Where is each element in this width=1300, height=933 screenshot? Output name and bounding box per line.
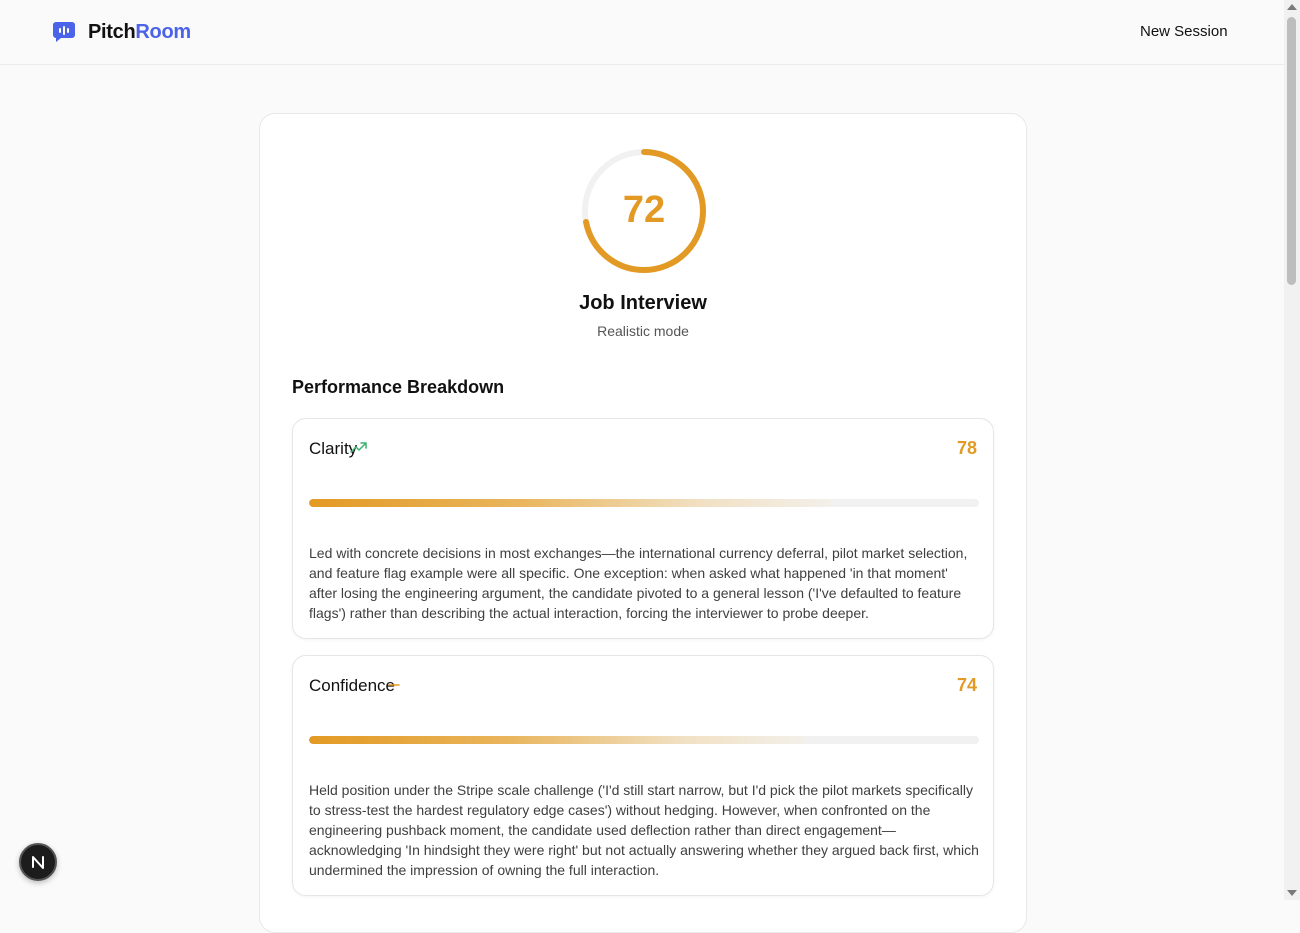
metric-name: Confidence (309, 676, 396, 695)
brand-name-part2: Room (135, 21, 191, 43)
brand-name (88, 20, 191, 44)
metric-score: 78 (956, 438, 977, 458)
metric-score: 74 (956, 675, 977, 695)
metric-progress-bar (309, 499, 979, 507)
new-session-button[interactable]: New Session (1140, 23, 1228, 40)
minus-icon (386, 678, 404, 692)
metric-progress-fill (309, 736, 805, 744)
trending-up-icon (350, 441, 368, 455)
metric-progress-bar (309, 736, 979, 744)
session-title: Job Interview (579, 292, 707, 314)
brand-logo[interactable] (52, 20, 191, 44)
results-card (259, 113, 1027, 933)
metric-description: Held position under the Stripe scale challenge ('I'd still start narrow, but I'd pick the pilot markets specifically to stress-test the hardest regulatory edge cases') without hedging. However, when confronted on the engineering pushback moment, the candidate used deflection rather than direct engagement—acknowledging 'In hindsight they were right' but not actually answering whether they argued back first, which undermined the impression of owning the full interaction. (309, 782, 979, 878)
session-mode: Realistic mode (597, 323, 689, 339)
top-header (0, 0, 1284, 65)
brand-name-part1: Pitch (88, 21, 136, 43)
performance-breakdown-heading: Performance Breakdown (292, 377, 505, 397)
n-logo-icon (29, 853, 47, 871)
scrollbar-thumb[interactable] (1287, 17, 1296, 285)
scroll-up-arrow-icon[interactable] (1287, 4, 1297, 10)
metric-card-confidence (292, 655, 994, 896)
metric-name: Clarity (309, 439, 358, 458)
metric-description: Led with concrete decisions in most exchanges—the international currency deferral, pilot market selection, and feature flag example were all specific. One exception: when asked what happened 'in that moment' after losing the engineering argument, the candidate pivoted to a general lesson ('I've defaulted to feature flags') rather than describing the actual interaction, forcing the interviewer to probe deeper. (309, 545, 968, 621)
framework-dev-badge[interactable] (19, 843, 57, 881)
scroll-down-arrow-icon[interactable] (1287, 890, 1297, 896)
chat-bubble-icon (52, 20, 76, 44)
metric-card-clarity (292, 418, 994, 639)
page-scrollbar[interactable] (1284, 0, 1300, 900)
overall-score: 72 (622, 189, 666, 231)
metric-progress-fill (309, 499, 832, 507)
